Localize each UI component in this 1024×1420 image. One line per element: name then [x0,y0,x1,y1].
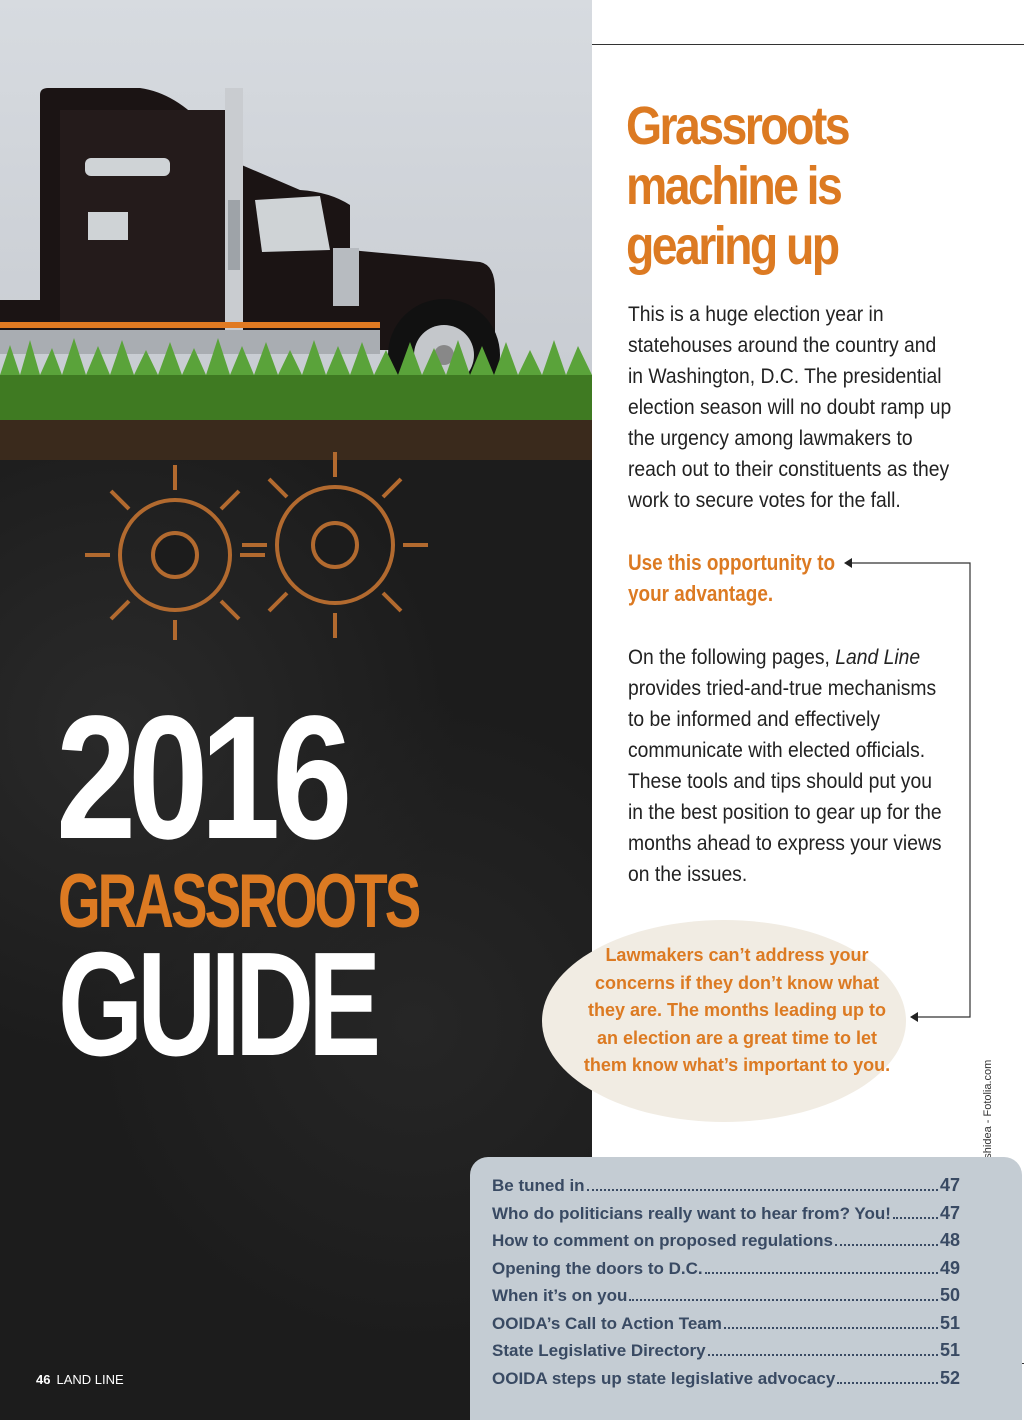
arrow-head-icon [910,1012,918,1022]
toc-leader [708,1354,938,1356]
toc-item[interactable] [492,1224,960,1251]
toc-item[interactable] [492,1252,960,1279]
toc-leader [587,1189,938,1191]
article-headline: Grassroots machine is gearing up [626,96,848,276]
root-gear-right-icon [242,452,428,638]
callout-heading: Use this opportunity to your advantage. [628,550,836,606]
cover-title-guide: GUIDE [58,922,376,1087]
toc-label: OOIDA steps up state legislative advocacy [492,1369,836,1388]
toc-page: 52 [939,1368,960,1388]
toc-label: OOIDA’s Call to Action Team [492,1314,722,1333]
toc-item[interactable] [492,1197,960,1224]
toc-label: State Legislative Directory [492,1341,706,1360]
toc-page: 47 [939,1203,960,1223]
toc-item[interactable] [492,1362,960,1389]
top-rule [592,44,1024,45]
magazine-name: LAND LINE [56,1372,124,1387]
toc-leader [629,1299,938,1301]
page-number: 46 [36,1372,51,1387]
toc-item[interactable] [492,1279,960,1306]
toc-label: When it’s on you [492,1286,628,1305]
toc-leader [705,1272,938,1274]
toc-page: 48 [939,1230,960,1250]
publication-name: Land Line [835,646,921,669]
toc-page: 47 [939,1175,960,1195]
toc-item[interactable] [492,1307,960,1334]
arrow-head-icon [844,558,852,568]
toc-leader [837,1382,938,1384]
toc-item[interactable] [492,1334,960,1361]
toc-page: 50 [939,1285,960,1305]
grass-band [0,338,592,460]
toc-label: Opening the doors to D.C. [492,1259,703,1278]
cover-year: 2016 [56,680,345,876]
intro-paragraph: This is a huge election year in statehouses around the country and in Washington, D.C. The presidential election season will no doubt ramp up the urgency among lawmakers to reach out to their constituents as they work to secure votes for the fall. [628,303,952,512]
toc-leader [835,1244,938,1246]
truck-illustration [0,0,592,640]
table-of-contents [470,1157,1022,1420]
toc-label: Be tuned in [492,1176,585,1195]
toc-item[interactable] [492,1169,960,1196]
page-footer [36,1372,124,1387]
toc-leader [724,1327,938,1329]
body-paragraph [628,642,952,890]
pull-quote: Lawmakers can’t address your concerns if they don’t know what they are. The months leading up to an election are a great time to let them know what’s important to you. [583,945,891,1075]
cover-title-grassroots: GRASSROOTS [58,859,419,944]
root-gear-left-icon [85,465,265,640]
body-text-before: On the following pages, [628,646,836,669]
toc-page: 51 [939,1340,960,1360]
toc-label: How to comment on proposed regulations [492,1231,833,1250]
toc-leader [893,1217,938,1219]
toc-page: 51 [939,1313,960,1333]
body-text-after: provides tried-and-true mechanisms to be informed and effectively communicate with elected officials. These tools and tips should put you in the best position to gear up for the months ahead to express your views on the issues. [628,677,942,886]
toc-page: 49 [939,1258,960,1278]
toc-label: Who do politicians really want to hear from? You! [492,1204,891,1223]
